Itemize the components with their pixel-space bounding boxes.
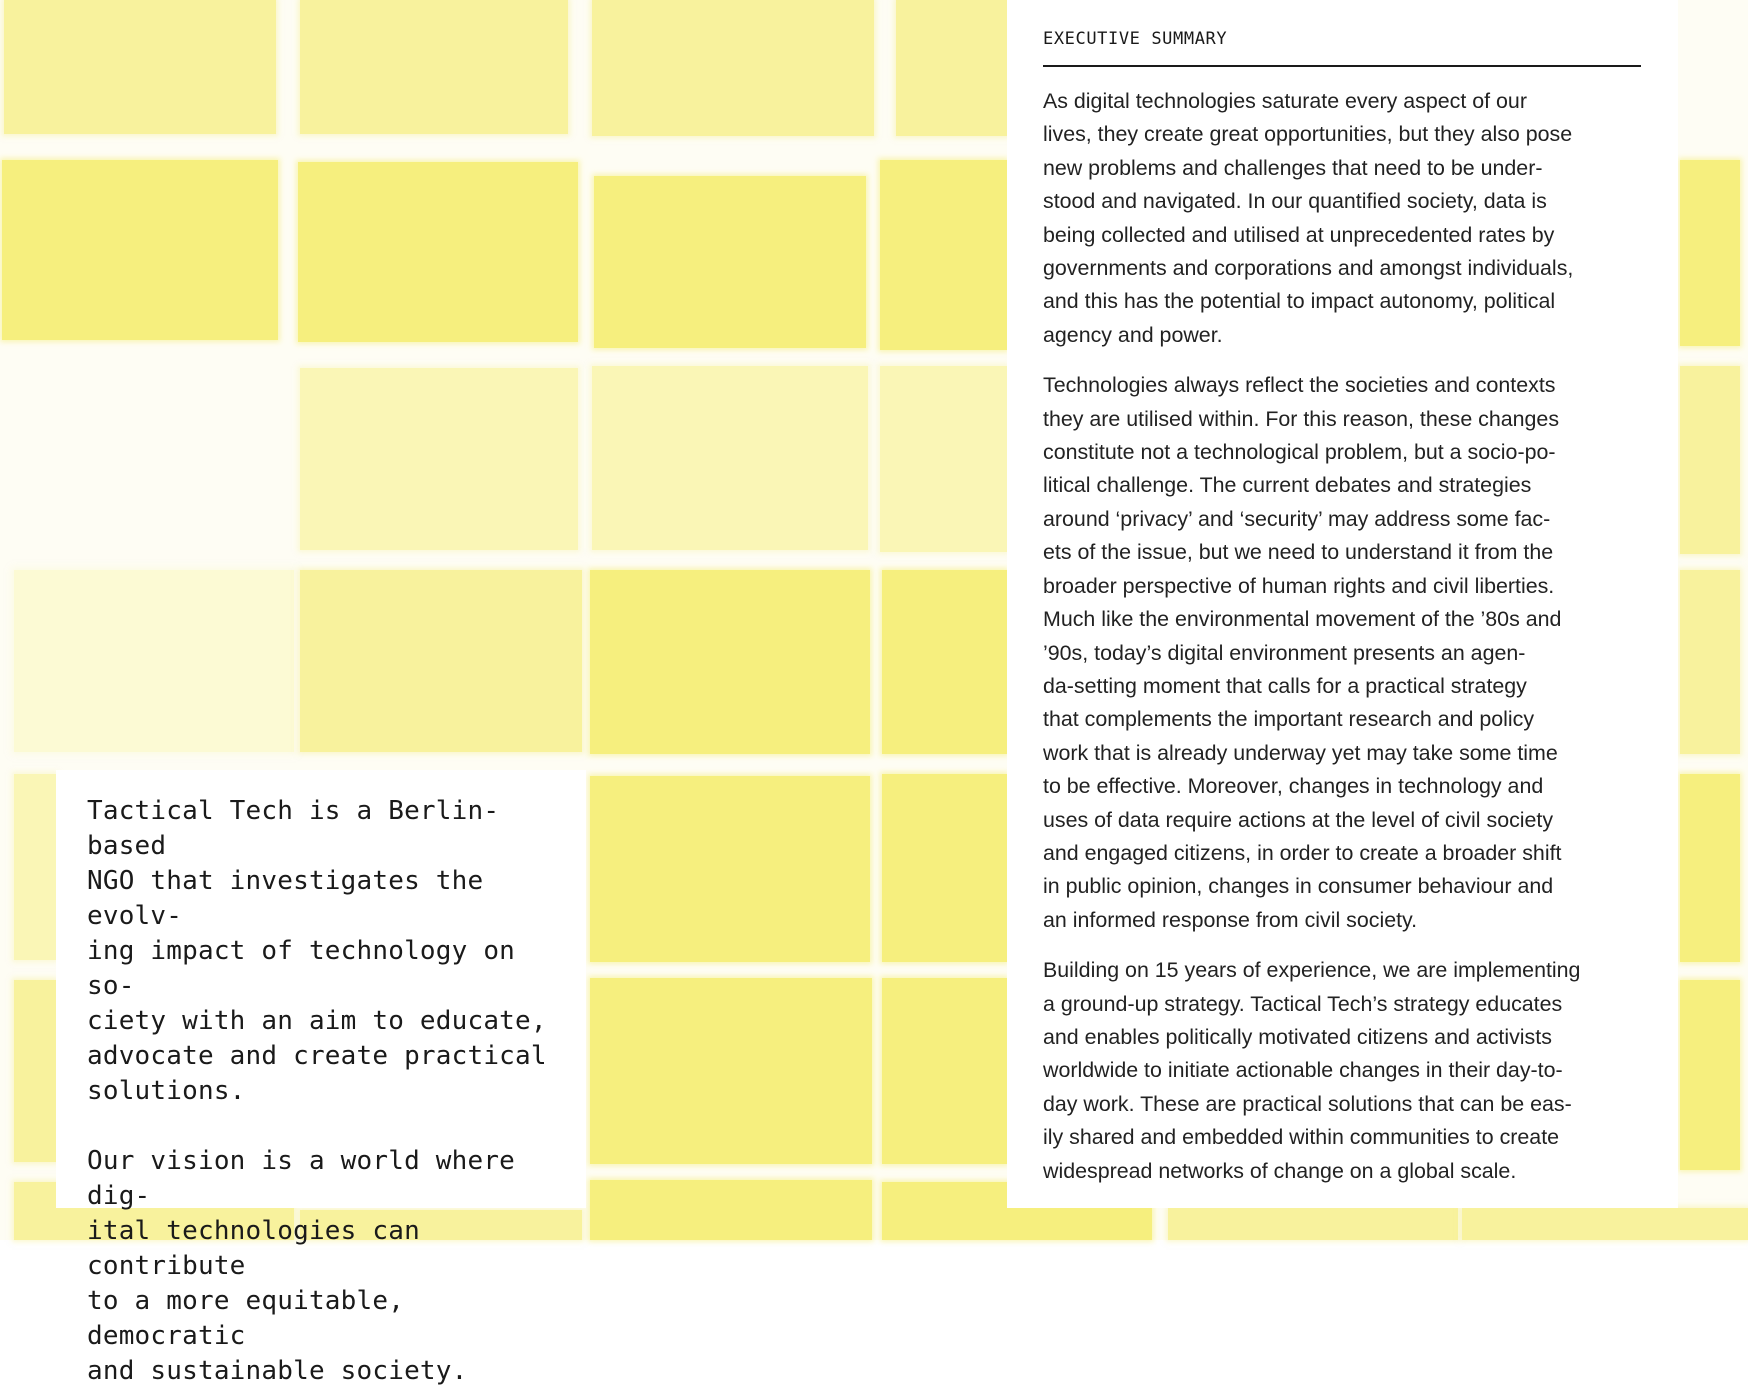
background-tile [590,570,870,754]
background-tile [592,0,874,136]
background-tile [2,160,278,340]
background-tile [896,0,1007,136]
background-tile [880,366,1007,552]
background-tile [14,570,294,752]
background-tile [1168,1208,1458,1240]
background-tile [592,366,868,550]
background-tile [882,570,1007,754]
background-tile [590,978,872,1164]
intro-text-box [56,770,586,1386]
background-tile [1680,366,1740,554]
intro-paragraph-vision: Our vision is a world where dig- ital technologies can contribute to a more equitable, democratic and sustainable society. [87,1146,516,1386]
background-tile [300,570,582,752]
background-tile [300,0,568,134]
background-tile [880,160,1007,350]
summary-paragraph: Building on 15 years of experience, we are implementing a ground-up strategy. Tactical Tech’s strategy educates and enables politically motivated citizens and activists worldwide to initiate actionable changes in their day-to- day work. These are practical solutions that can be eas- ily shared and embedded within communities to create widespread networks of change on a global scale. [1043,958,1581,1183]
background-tile [1680,160,1740,346]
heading-divider [1043,65,1641,67]
background-tile [1680,774,1740,962]
background-tile [594,176,866,348]
executive-summary-panel [1007,0,1678,1208]
intro-paragraph-organization: Tactical Tech is a Berlin-based NGO that investigates the evolv- ing impact of technology on so- ciety with an aim to educate, advocate and create practical solutions. [87,796,547,1106]
summary-paragraph: As digital technologies saturate every aspect of our lives, they create great opportunities, but they also pose new problems and challenges that need to be under- stood and navigated. In our quantified society, data is being collected and utilised at unprecedented rates by governments and corporations and amongst individuals, and this has the potential to impact autonomy, political agency and power. [1043,89,1574,347]
background-tile [882,978,1007,1164]
summary-paragraph: Technologies always reflect the societies and contexts they are utilised within. For this reason, these changes constitute not a technological problem, but a socio-po- litical challenge. The current debates and strategies around ‘privacy’ and ‘security’ may address some fac- ets of the issue, but we need to understand it from the broader perspective of human rights and civil liberties. Much like the environmental movement of the ’80s and ’90s, today’s digital environment presents an agen- da-setting moment that calls for a practical strategy that complements the important research and policy work that is already underway yet may take some time to be effective. Moreover, changes in technology and uses of data require actions at the level of civil society and engaged citizens, in order to create a broader shift in public opinion, changes in consumer behaviour and an informed response from civil society. [1043,373,1562,932]
background-tile [590,776,870,962]
section-heading: EXECUTIVE SUMMARY [1043,29,1228,49]
background-tile [4,0,276,134]
background-tile [1680,570,1740,754]
background-tile [300,368,578,550]
background-tile [14,980,56,1162]
background-tile [14,774,56,960]
background-tile [882,774,1007,962]
background-tile [1680,980,1740,1170]
background-tile [298,162,578,342]
background-tile [1462,1208,1748,1240]
background-tile [590,1180,872,1240]
